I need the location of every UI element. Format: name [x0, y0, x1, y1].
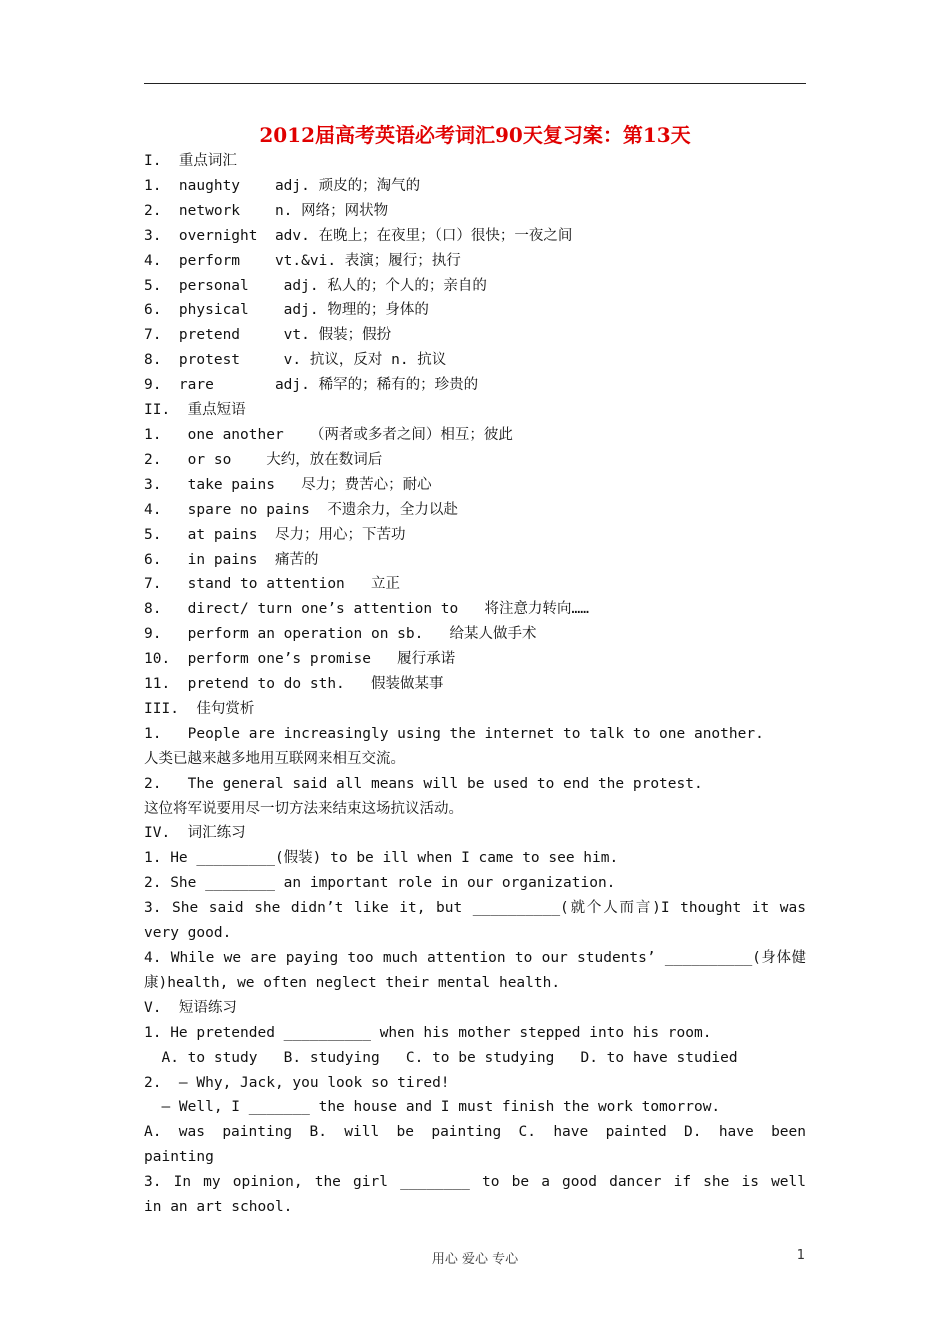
- section-heading: V. 短语练习: [144, 999, 237, 1016]
- document-body: [144, 149, 806, 1220]
- vocab-item: 8. protest v. 抗议，反对 n. 抗议: [144, 352, 447, 369]
- question-item-continued: in an art school.: [144, 1199, 293, 1216]
- phrase-item: 6. in pains 痛苦的: [144, 551, 319, 568]
- vocab-item: 1. naughty adj. 顽皮的；淘气的: [144, 177, 421, 194]
- phrase-item: 11. pretend to do sth. 假装做某事: [144, 676, 444, 693]
- phrase-item: 9. perform an operation on sb. 给某人做手术: [144, 626, 537, 643]
- sentence-translation: 这位将军说要用尽一切方法来结束这场抗议活动。: [144, 800, 463, 817]
- exercise-item-continued: 康)health, we often neglect their mental health.: [144, 974, 561, 991]
- exercise-item-continued: very good.: [144, 925, 232, 942]
- sentence-translation: 人类已越来越多地用互联网来相互交流。: [144, 750, 405, 767]
- exercise-item: 2. She ________ an important role in our organization.: [144, 875, 616, 892]
- vocab-item: 2. network n. 网络；网状物: [144, 202, 389, 219]
- question-item: 2. – Why, Jack, you look so tired!: [144, 1074, 450, 1091]
- vocab-item: 9. rare adj. 稀罕的；稀有的；珍贵的: [144, 377, 479, 394]
- vocab-item: 3. overnight adv. 在晚上；在夜里；（口）很快；一夜之间: [144, 227, 573, 244]
- vocab-item: 6. physical adj. 物理的；身体的: [144, 302, 429, 319]
- answer-options: A. was painting B. will be painting C. have painted D. have been: [144, 1124, 806, 1141]
- section-heading: IV. 词汇练习: [144, 825, 246, 842]
- exercise-item: 4. While we are paying too much attention to our students’ __________(身体健: [144, 950, 806, 966]
- phrase-item: 7. stand to attention 立正: [144, 576, 400, 593]
- phrase-item: 3. take pains 尽力；费苦心；耐心: [144, 476, 432, 493]
- answer-options-continued: painting: [144, 1149, 214, 1166]
- question-item: 3. In my opinion, the girl ________ to be a good dancer if she is well: [144, 1174, 806, 1191]
- vocab-item: 5. personal adj. 私人的；个人的；亲自的: [144, 277, 487, 294]
- phrase-item: 2. or so 大约，放在数词后: [144, 451, 383, 468]
- phrase-item: 10. perform one’s promise 履行承诺: [144, 651, 456, 668]
- section-heading: III. 佳句赏析: [144, 700, 255, 717]
- page-footer: 用心 爱心 专心: [431, 1252, 519, 1267]
- answer-options: A. to study B. studying C. to be studying D. to have studied: [144, 1049, 738, 1066]
- phrase-item: 1. one another （两者或多者之间）相互；彼此: [144, 426, 513, 443]
- exercise-item: 1. He _________(假装) to be ill when I came to see him.: [144, 850, 619, 867]
- vocab-item: 4. perform vt.&vi. 表演；履行；执行: [144, 252, 461, 269]
- section-heading: I. 重点词汇: [144, 153, 237, 169]
- document-title: 2012届高考英语必考词汇90天复习案：第13天: [259, 123, 691, 147]
- vocab-item: 7. pretend vt. 假装；假扮: [144, 327, 392, 344]
- question-item-continued: – Well, I _______ the house and I must finish the work tomorrow.: [144, 1099, 721, 1116]
- phrase-item: 8. direct/ turn one’s attention to 将注意力转向……: [144, 601, 589, 618]
- phrase-item: 5. at pains 尽力；用心；下苦功: [144, 526, 406, 543]
- section-heading: II. 重点短语: [144, 402, 246, 419]
- phrase-item: 4. spare no pains 不遗余力，全力以赴: [144, 501, 458, 518]
- sentence-english: 2. The general said all means will be used to end the protest.: [144, 775, 703, 792]
- page-number: 1: [796, 1248, 805, 1263]
- question-item: 1. He pretended __________ when his mother stepped into his room.: [144, 1024, 712, 1041]
- exercise-item: 3. She said she didn’t like it, but __________(就个人而言)I thought it was: [144, 900, 806, 917]
- header-rule: [144, 83, 806, 84]
- sentence-english: 1. People are increasingly using the internet to talk to one another.: [144, 725, 764, 742]
